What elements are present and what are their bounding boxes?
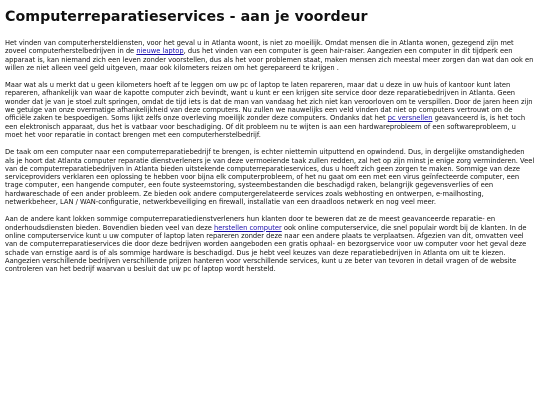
paragraph-4 bbox=[5, 215, 535, 273]
paragraph-1-text-after: , dus het vinden van een computer is geen hair-raiser. Aangezien een computer in dit tijdperk een apparaat is, kan niemand zich een leven zonder voorstellen, dus als het voor problemen staat, maken mensen zich meestal meer zorgen dan wat dan ook en willen ze niet alleen veel geld uitgeven, maar ook kilometers reizen om het gerepareerd te krijgen . bbox=[5, 47, 534, 72]
paragraph-1 bbox=[5, 39, 535, 72]
paragraph-2-text-after: geavanceerd is, is het toch een elektronisch apparaat, dus het is vatbaar voor beschadiging. Of dit probleem nu te wijten is aan een hardwareprobleem of een softwareprobleem, u moet het voor reparatie in contact brengen met een computerherstelbedrijf. bbox=[5, 114, 526, 139]
paragraph-4-text-after: ook online computerservice, die snel populair wordt bij de klanten. In de online computerservice kunt u uw computer of laptop laten repareren zonder deze naar een andere plaats te verplaatsen. Afgezien van dit, omvatten veel van de computerreparatieservices die door deze bedrijven worden aangeboden een gratis ophaal- en bezorgservice voor uw computer voor het geval deze schade van ernstige aard is of als sommige hardware is beschadigd. Dus je hebt veel keuzes van deze reparatiebedrijven in Atlanta om uit te kiezen. Aangezien verschillende bedrijven verschillende prijzen hanteren voor verschillende services, kunt u ze beter van tevoren in detail vragen of de website controleren van het bedrijf waarvan u besluit dat uw pc of laptop wordt hersteld. bbox=[5, 223, 527, 274]
paragraph-3 bbox=[5, 148, 535, 206]
link-nieuwe-laptop[interactable]: nieuwe laptop bbox=[136, 47, 184, 56]
page-title: Computerreparatieservices - aan je voordeur bbox=[5, 9, 368, 25]
link-pc-versnellen[interactable]: pc versnellen bbox=[387, 114, 433, 123]
paragraph-2 bbox=[5, 81, 535, 139]
paragraph-1-text-before: Het vinden van computerhersteldiensten, voor het geval u in Atlanta woont, is niet zo moeilijk. Omdat mensen die in Atlanta wonen, gezegend zijn met zoveel computerherstelbedrijven in de bbox=[5, 39, 514, 56]
paragraph-3-text: De taak om een computer naar een computerreparatiebedrijf te brengen, is echter niettemin uitputtend en opwindend. Dus, in dergelijke omstandigheden als je hoort dat Atlanta computer reparatie dienstverleners je van deze vermoeiende taak zullen redden, zal het op zijn minst je enige zorg verminderen. Veel van de computerreparatiebedrijven in Atlanta bieden uitstekende computerreparatieservices, dus u hoeft zich geen zorgen te maken. Sommige van deze serviceproviders verklaren een oplossing te hebben voor bijna elk computerprobleem, of het nu gaat om een met een virus geïnfecteerde computer, een trage computer, een hangende computer, een foute systeemstoring, systeembestanden die beschadigd raken, belangrijk gegevensverlies of een hardwareschade of een ander probleem. Ze bieden ook andere computergerelateerde services zoals webhosting en ontwerpen, e-mailhosting, netwerkbeheer, LAN / WAN-configuratie, netwerkbeveiliging en firewall, installatie van een draadloos netwerk en nog veel meer. bbox=[5, 148, 535, 207]
paragraph-4-text-before: Aan de andere kant lokken sommige computerreparatiedienstverleners hun klanten door te beweren dat ze de meest geavanceerde reparatie- en onderhoudsdiensten bieden. Bovendien bieden veel van deze bbox=[5, 215, 496, 232]
link-herstellen-computer[interactable]: herstellen computer bbox=[213, 223, 282, 232]
paragraph-2-text-before: Maar wat als u merkt dat u geen kilometers hoeft af te leggen om uw pc of laptop te laten repareren, maar dat u deze in uw huis of kantoor kunt laten repareren, afhankelijk van waar de kapotte computer zich bevindt, want u kunt er een krijgen site service door deze reparatiebedrijven in Atlanta. Geen wonder dat je van je stoel zult springen, omdat de tijd iets is dat de man van vandaag het zich niet kan veroorloven om te verspillen. Door de jaren heen zijn we getuige van onze overmatige afhankelijkheid van deze computers. Nu zullen we nauwelijks een veld vinden dat niet op computers vertrouwt om de officiële zaken te bespoedigen. Soms lijkt zelfs onze overleving moeilijk zonder deze computers. Ondanks dat het bbox=[5, 81, 533, 123]
